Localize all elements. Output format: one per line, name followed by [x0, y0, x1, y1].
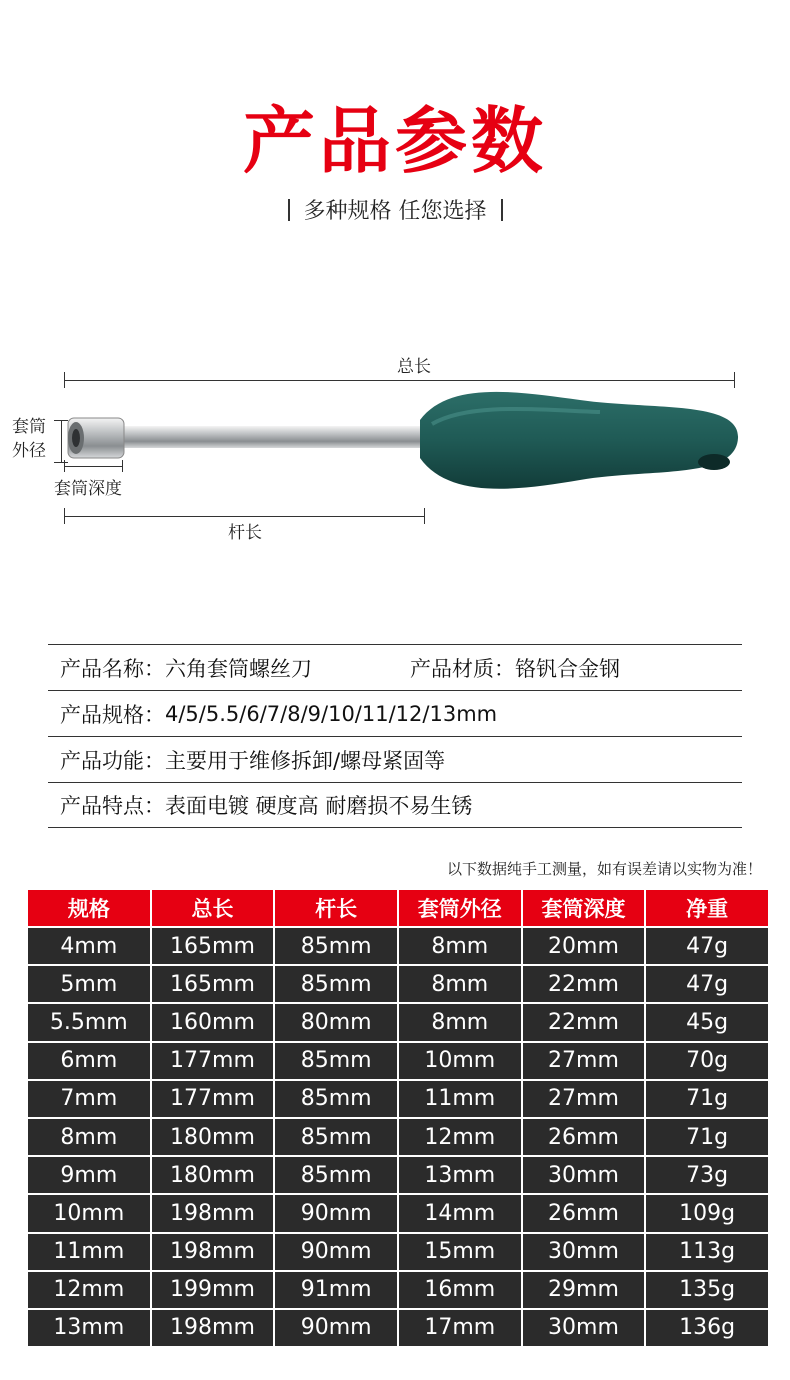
shaft-length-tick-left: [64, 508, 65, 524]
table-cell: 5.5mm: [27, 1003, 151, 1041]
table-cell: 47g: [645, 965, 769, 1003]
table-cell: 10mm: [27, 1194, 151, 1232]
table-cell: 90mm: [274, 1233, 398, 1271]
table-cell: 90mm: [274, 1194, 398, 1232]
table-cell: 85mm: [274, 965, 398, 1003]
socket-depth-tick-left: [64, 460, 65, 472]
divider-right: [501, 199, 503, 221]
table-cell: 30mm: [522, 1156, 646, 1194]
screwdriver-image: [0, 340, 790, 560]
col-header-socket-depth: 套筒深度: [522, 889, 646, 927]
socket-depth-label: 套筒深度: [54, 479, 122, 499]
col-header-total-length: 总长: [151, 889, 275, 927]
col-header-socket-od: 套筒外径: [398, 889, 522, 927]
table-row: [27, 1309, 769, 1347]
table-cell: 85mm: [274, 927, 398, 965]
info-row-function: [48, 736, 742, 782]
table-cell: 47g: [645, 927, 769, 965]
table-cell: 160mm: [151, 1003, 275, 1041]
table-cell: 8mm: [398, 965, 522, 1003]
table-header-row: [27, 889, 769, 927]
table-cell: 7mm: [27, 1080, 151, 1118]
table-cell: 10mm: [398, 1042, 522, 1080]
product-info: [48, 644, 742, 828]
shaft-length-line: [64, 516, 425, 517]
table-cell: 30mm: [522, 1233, 646, 1271]
subtitle-text: 多种规格 任您选择: [303, 199, 487, 224]
spec-table: [26, 888, 770, 1348]
table-cell: 113g: [645, 1233, 769, 1271]
material-key: 产品材质：: [410, 656, 515, 681]
table-cell: 71g: [645, 1080, 769, 1118]
table-cell: 90mm: [274, 1309, 398, 1347]
socket-od-label-2: 外径: [12, 441, 46, 461]
table-cell: 85mm: [274, 1042, 398, 1080]
table-cell: 180mm: [151, 1156, 275, 1194]
table-cell: 27mm: [522, 1042, 646, 1080]
function-key: 产品功能：: [60, 748, 165, 773]
table-cell: 27mm: [522, 1080, 646, 1118]
feature-value: 表面电镀 硬度高 耐磨损不易生锈: [165, 794, 473, 818]
table-cell: 199mm: [151, 1271, 275, 1309]
shaft-length-tick-right: [424, 508, 425, 524]
table-cell: 4mm: [27, 927, 151, 965]
table-cell: 11mm: [27, 1233, 151, 1271]
table-cell: 73g: [645, 1156, 769, 1194]
table-cell: 177mm: [151, 1042, 275, 1080]
table-cell: 198mm: [151, 1233, 275, 1271]
table-cell: 109g: [645, 1194, 769, 1232]
table-cell: 85mm: [274, 1156, 398, 1194]
name-key: 产品名称：: [60, 656, 165, 681]
material-value: 铬钒合金钢: [515, 656, 620, 681]
product-diagram: [0, 340, 790, 560]
socket-od-label-1: 套筒: [12, 417, 46, 437]
table-cell: 6mm: [27, 1042, 151, 1080]
table-cell: 13mm: [398, 1156, 522, 1194]
total-length-label: 总长: [397, 357, 431, 377]
info-row-name-material: [48, 644, 742, 690]
table-cell: 198mm: [151, 1309, 275, 1347]
table-cell: 13mm: [27, 1309, 151, 1347]
feature-key: 产品特点：: [60, 794, 165, 818]
table-row: [27, 1003, 769, 1041]
table-body: [27, 927, 769, 1347]
table-cell: 12mm: [27, 1271, 151, 1309]
table-row: [27, 1271, 769, 1309]
shaft-length-label: 杆长: [228, 523, 262, 543]
info-row-spec: [48, 690, 742, 736]
table-cell: 26mm: [522, 1194, 646, 1232]
table-cell: 29mm: [522, 1271, 646, 1309]
table-row: [27, 1118, 769, 1156]
table-cell: 85mm: [274, 1080, 398, 1118]
name-value: 六角套筒螺丝刀: [165, 656, 312, 681]
table-row: [27, 1080, 769, 1118]
subtitle: [0, 196, 790, 228]
col-header-weight: 净重: [645, 889, 769, 927]
table-cell: 177mm: [151, 1080, 275, 1118]
table-cell: 8mm: [27, 1118, 151, 1156]
table-cell: 14mm: [398, 1194, 522, 1232]
table-cell: 30mm: [522, 1309, 646, 1347]
table-cell: 22mm: [522, 965, 646, 1003]
table-cell: 70g: [645, 1042, 769, 1080]
table-row: [27, 927, 769, 965]
table-cell: 5mm: [27, 965, 151, 1003]
table-cell: 198mm: [151, 1194, 275, 1232]
socket-depth-tick-right: [122, 460, 123, 472]
table-cell: 165mm: [151, 965, 275, 1003]
table-cell: 26mm: [522, 1118, 646, 1156]
table-cell: 9mm: [27, 1156, 151, 1194]
table-cell: 22mm: [522, 1003, 646, 1041]
table-cell: 71g: [645, 1118, 769, 1156]
table-cell: 91mm: [274, 1271, 398, 1309]
table-cell: 85mm: [274, 1118, 398, 1156]
col-header-size: 规格: [27, 889, 151, 927]
table-cell: 15mm: [398, 1233, 522, 1271]
table-cell: 8mm: [398, 927, 522, 965]
table-row: [27, 1194, 769, 1232]
socket-depth-line: [64, 466, 122, 467]
page-title: 产品参数: [242, 99, 547, 183]
col-header-shaft-length: 杆长: [274, 889, 398, 927]
spec-value: 4/5/5.5/6/7/8/9/10/11/12/13mm: [165, 701, 498, 726]
table-cell: 45g: [645, 1003, 769, 1041]
table-cell: 17mm: [398, 1309, 522, 1347]
table-row: [27, 1233, 769, 1271]
table-cell: 11mm: [398, 1080, 522, 1118]
table-cell: 20mm: [522, 927, 646, 965]
table-row: [27, 965, 769, 1003]
table-cell: 135g: [645, 1271, 769, 1309]
table-cell: 16mm: [398, 1271, 522, 1309]
info-row-feature: [48, 782, 742, 828]
table-row: [27, 1042, 769, 1080]
table-row: [27, 1156, 769, 1194]
table-cell: 136g: [645, 1309, 769, 1347]
measurement-note: 以下数据纯手工测量，如有误差请以实物为准！: [446, 860, 762, 878]
table-cell: 165mm: [151, 927, 275, 965]
table-cell: 8mm: [398, 1003, 522, 1041]
table-cell: 80mm: [274, 1003, 398, 1041]
table-cell: 180mm: [151, 1118, 275, 1156]
spec-key: 产品规格：: [60, 702, 165, 727]
table-cell: 12mm: [398, 1118, 522, 1156]
function-value: 主要用于维修拆卸/螺母紧固等: [165, 748, 446, 773]
divider-left: [288, 199, 290, 221]
